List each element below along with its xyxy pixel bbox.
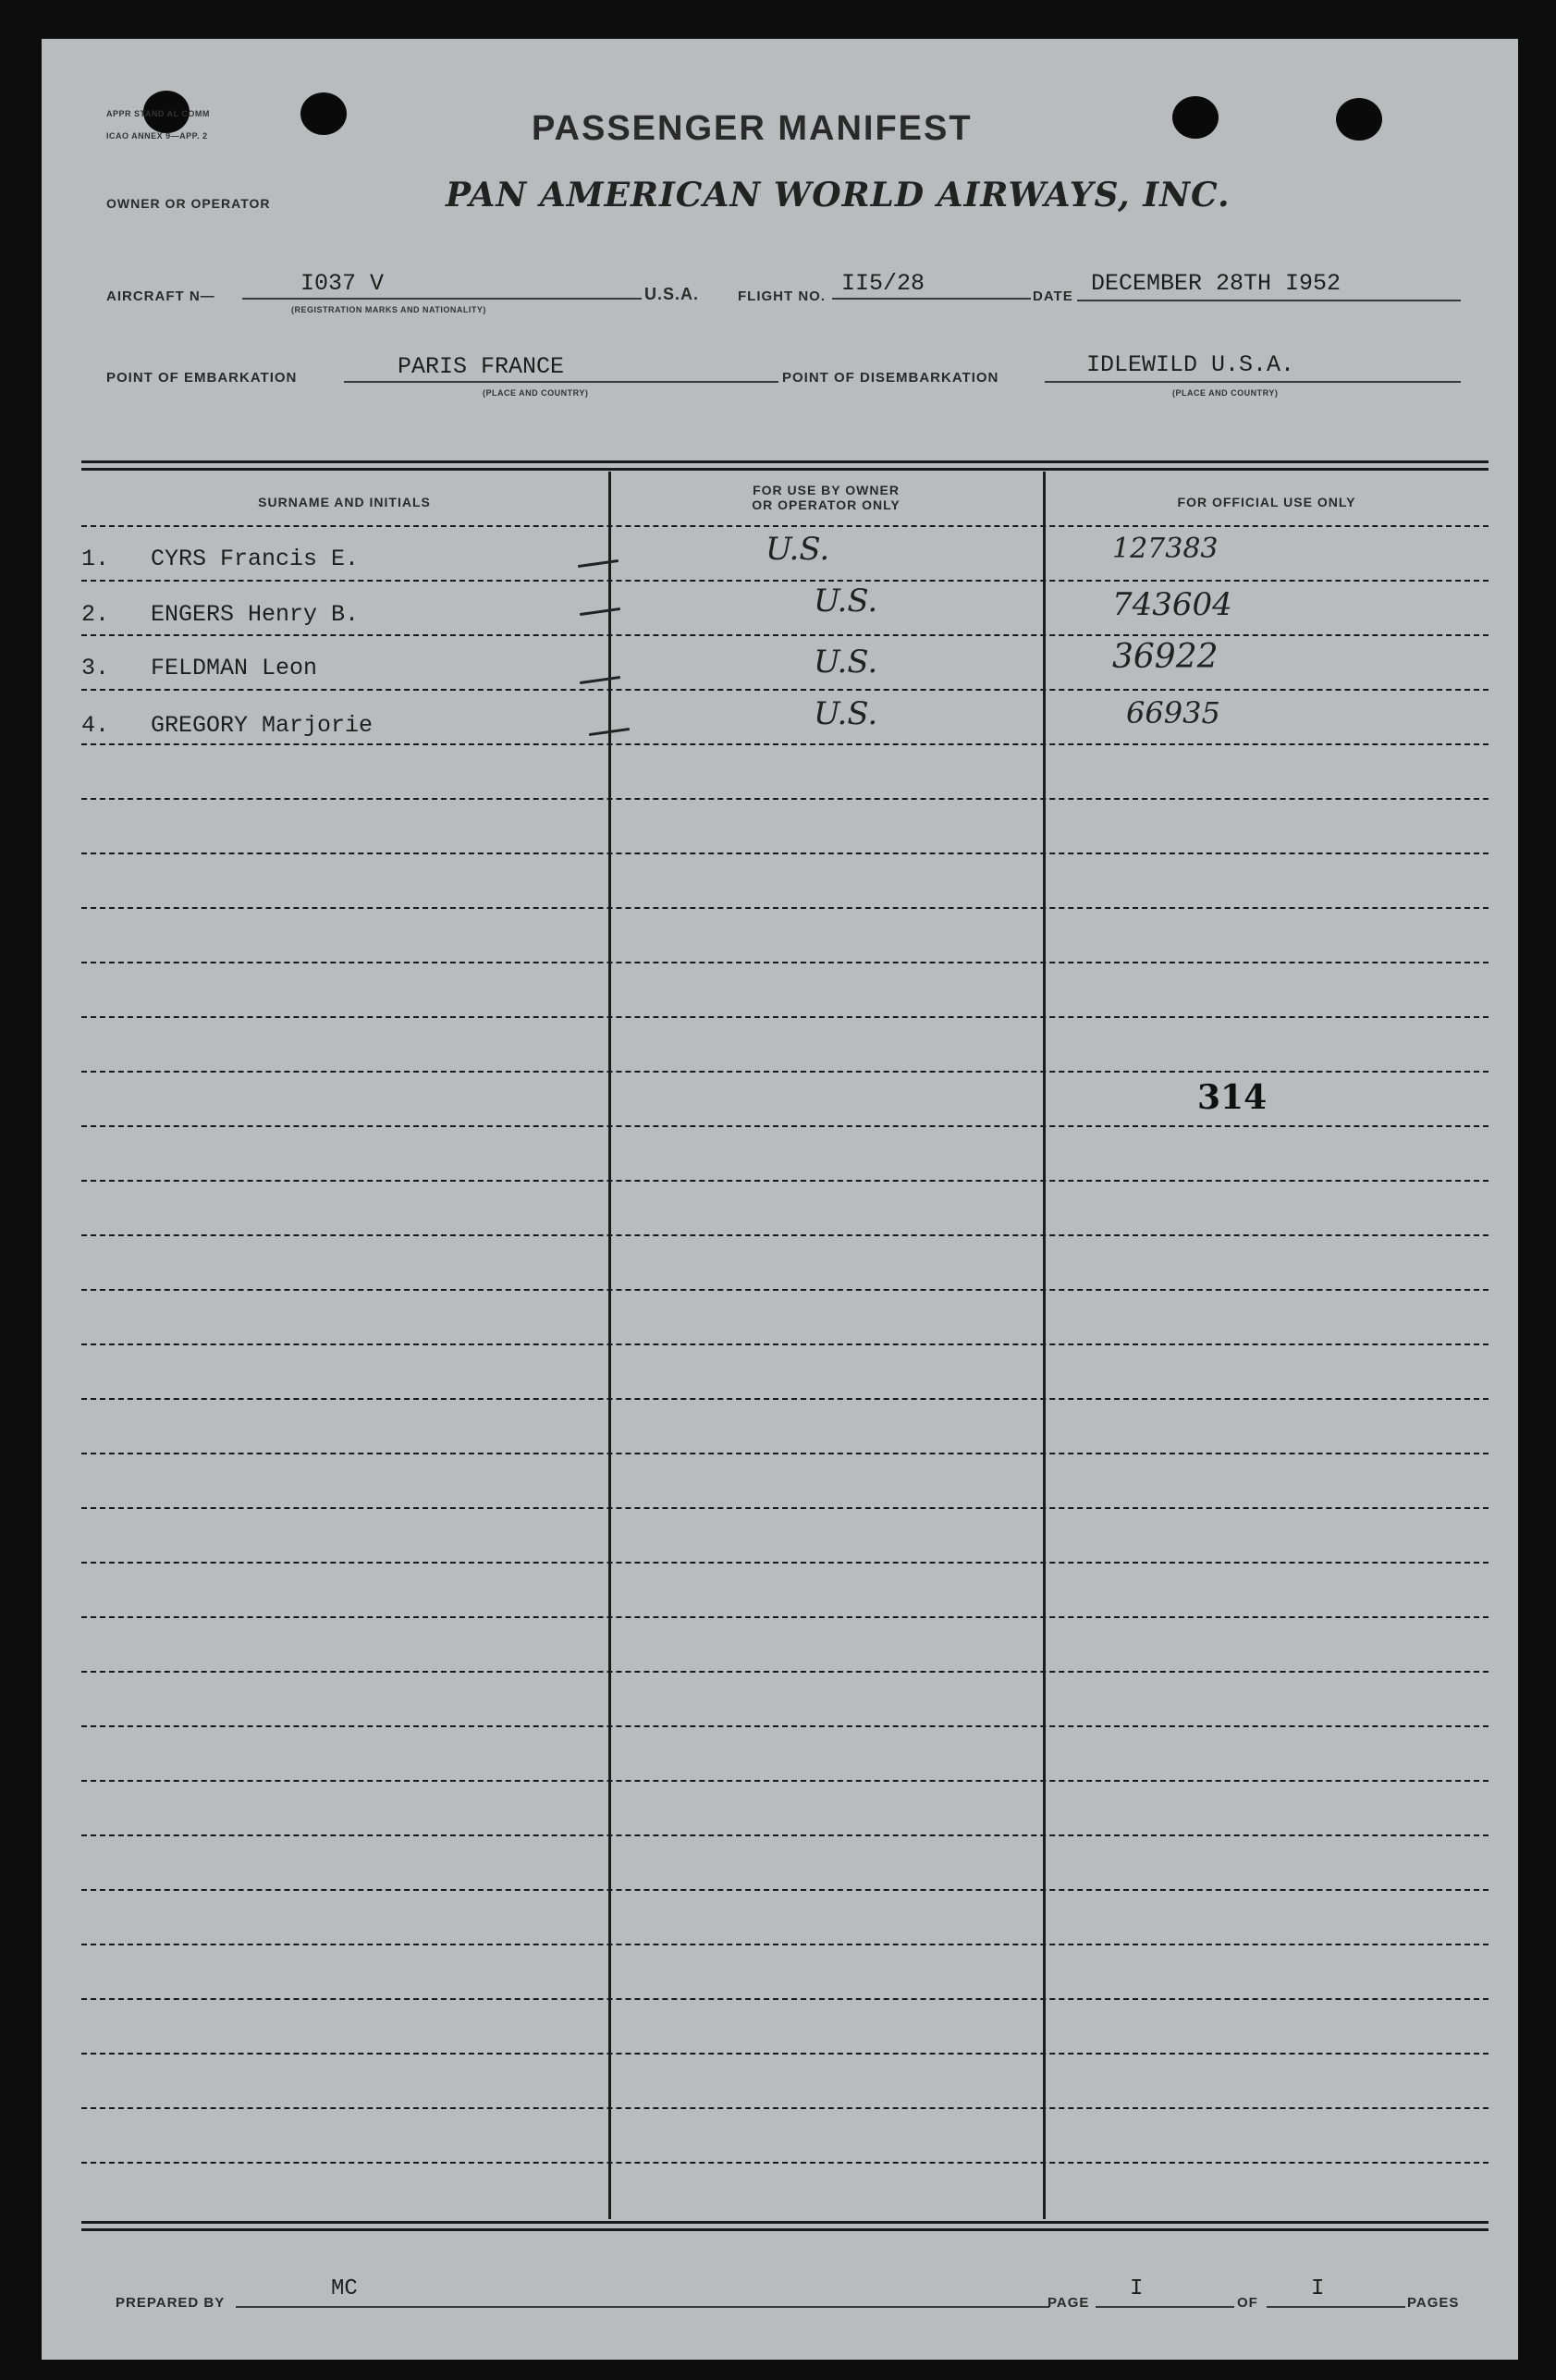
passenger-name: CYRS Francis E. xyxy=(151,546,360,572)
date-label: DATE xyxy=(1033,288,1073,304)
table-top-rule xyxy=(81,468,1489,471)
row-rule xyxy=(81,798,1489,800)
row-number: 4. xyxy=(81,712,110,739)
punch-hole xyxy=(1336,98,1382,141)
row-rule xyxy=(81,1944,1489,1945)
row-rule xyxy=(81,525,1489,527)
row-rule xyxy=(81,1234,1489,1236)
row-rule xyxy=(81,1125,1489,1127)
row-rule xyxy=(81,1453,1489,1454)
column-header-official: FOR OFFICIAL USE ONLY xyxy=(1177,495,1356,509)
aircraft-value: I037 V xyxy=(300,270,385,297)
owner-use-entry: U.S. xyxy=(814,644,878,681)
page-value: I xyxy=(1130,2276,1144,2301)
row-number: 3. xyxy=(81,655,110,681)
owner-label: OWNER OR OPERATOR xyxy=(106,196,271,211)
row-rule xyxy=(81,1507,1489,1509)
embarkation-label: POINT OF EMBARKATION xyxy=(106,370,298,386)
approval-line: ICAO ANNEX 9—APP. 2 xyxy=(106,131,208,141)
aircraft-underline xyxy=(242,298,642,300)
owner-value: PAN AMERICAN WORLD AIRWAYS, INC. xyxy=(446,176,1231,215)
row-number: 2. xyxy=(81,601,110,628)
owner-use-entry: U.S. xyxy=(766,531,830,568)
row-rule xyxy=(81,1780,1489,1782)
row-rule xyxy=(81,689,1489,691)
flight-label: FLIGHT NO. xyxy=(738,288,826,304)
row-rule xyxy=(81,1562,1489,1564)
row-rule xyxy=(81,1671,1489,1673)
row-rule xyxy=(81,1180,1489,1182)
passenger-name: FELDMAN Leon xyxy=(151,655,318,681)
owner-use-entry: U.S. xyxy=(814,583,878,620)
official-use-entry: 743604 xyxy=(1112,586,1232,623)
column-header-owner-line: FOR USE BY OWNER xyxy=(753,483,900,497)
approval-line: APPR STAND AL COMM xyxy=(106,109,210,118)
of-label: OF xyxy=(1237,2295,1258,2311)
row-rule xyxy=(81,1998,1489,2000)
disembarkation-value: IDLEWILD U.S.A. xyxy=(1086,351,1295,378)
disembarkation-caption: (PLACE AND COUNTRY) xyxy=(1172,388,1279,398)
pages-label: PAGES xyxy=(1407,2295,1460,2311)
page-stamp-number: 314 xyxy=(1197,1078,1268,1117)
row-rule xyxy=(81,1016,1489,1018)
prepared-by-underline xyxy=(236,2306,1049,2308)
manifest-paper xyxy=(42,39,1518,2360)
row-rule xyxy=(81,1289,1489,1291)
disembarkation-label: POINT OF DISEMBARKATION xyxy=(782,370,999,386)
table-top-rule xyxy=(81,460,1489,463)
row-rule xyxy=(81,962,1489,963)
row-rule xyxy=(81,907,1489,909)
page-underline xyxy=(1096,2306,1234,2308)
row-rule xyxy=(81,580,1489,582)
row-rule xyxy=(81,1343,1489,1345)
flight-value: II5/28 xyxy=(841,270,925,297)
punch-hole xyxy=(300,92,347,135)
table-bottom-rule xyxy=(81,2228,1489,2231)
registration-caption: (REGISTRATION MARKS AND NATIONALITY) xyxy=(291,305,486,314)
row-rule xyxy=(81,853,1489,854)
punch-hole xyxy=(1172,96,1219,139)
row-rule xyxy=(81,1834,1489,1836)
official-use-entry: 127383 xyxy=(1112,533,1219,565)
page-label: PAGE xyxy=(1048,2295,1090,2311)
row-rule xyxy=(81,1071,1489,1073)
owner-use-entry: U.S. xyxy=(814,695,878,732)
prepared-by-label: PREPARED BY xyxy=(116,2295,226,2311)
embarkation-value: PARIS FRANCE xyxy=(398,353,565,380)
embarkation-caption: (PLACE AND COUNTRY) xyxy=(483,388,589,398)
row-rule xyxy=(81,634,1489,636)
passenger-name: GREGORY Marjorie xyxy=(151,712,374,739)
disembarkation-underline xyxy=(1045,381,1461,383)
column-header-surname: SURNAME AND INITIALS xyxy=(258,495,431,509)
row-number: 1. xyxy=(81,546,110,572)
page-title: PASSENGER MANIFEST xyxy=(532,109,973,148)
official-use-entry: 36922 xyxy=(1112,638,1219,676)
nationality: U.S.A. xyxy=(644,285,700,303)
of-underline xyxy=(1267,2306,1405,2308)
date-underline xyxy=(1077,300,1461,301)
row-rule xyxy=(81,1398,1489,1400)
embarkation-underline xyxy=(344,381,778,383)
column-divider xyxy=(608,472,611,2219)
row-rule xyxy=(81,1725,1489,1727)
column-divider xyxy=(1043,472,1046,2219)
table-bottom-rule xyxy=(81,2221,1489,2224)
row-rule xyxy=(81,1889,1489,1891)
row-rule xyxy=(81,2162,1489,2164)
passenger-name: ENGERS Henry B. xyxy=(151,601,360,628)
column-header-owner-line: OR OPERATOR ONLY xyxy=(752,497,901,512)
flight-underline xyxy=(832,298,1031,300)
column-header-owner xyxy=(612,483,1040,512)
row-rule xyxy=(81,2053,1489,2055)
row-rule xyxy=(81,1616,1489,1618)
aircraft-label: AIRCRAFT N— xyxy=(106,288,215,304)
row-rule xyxy=(81,743,1489,745)
official-use-entry: 66935 xyxy=(1126,695,1220,730)
date-value: DECEMBER 28TH I952 xyxy=(1091,270,1342,297)
prepared-by-value: MC xyxy=(331,2276,358,2301)
of-value: I xyxy=(1311,2276,1325,2301)
row-rule xyxy=(81,2107,1489,2109)
